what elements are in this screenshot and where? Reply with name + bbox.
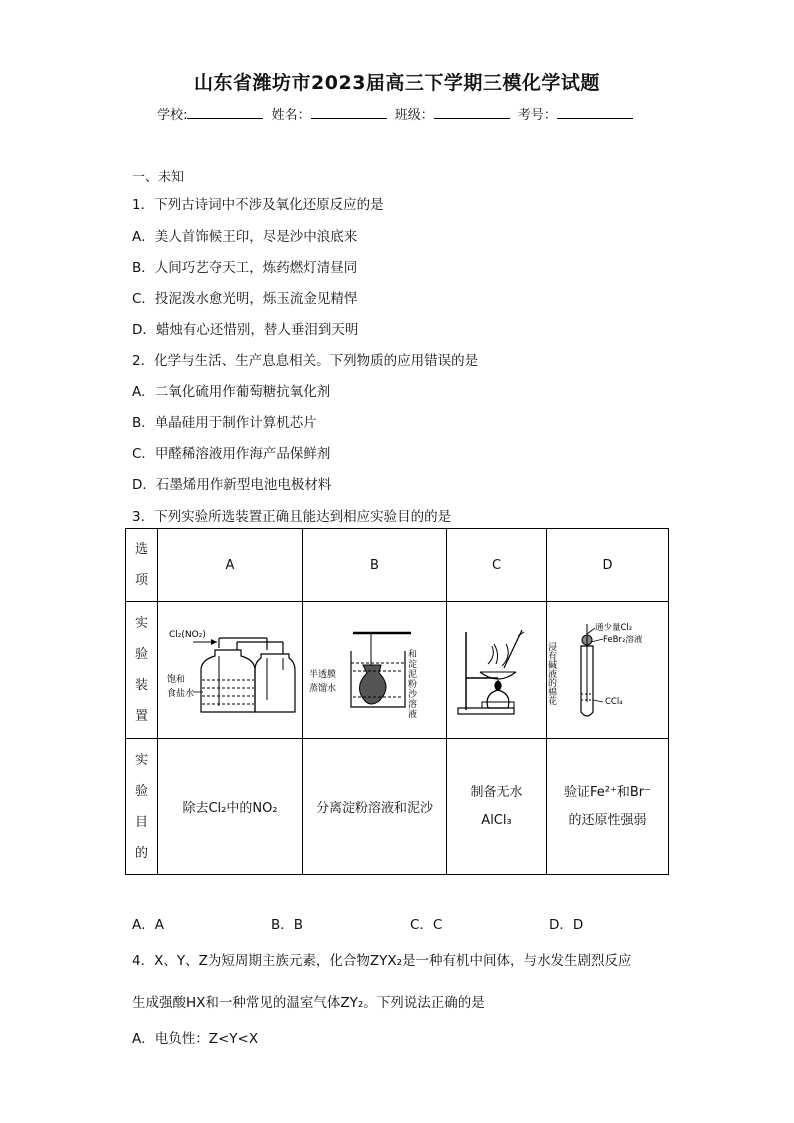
purpose-a: 除去Cl₂中的NO₂ bbox=[158, 739, 303, 875]
purpose-d bbox=[547, 739, 669, 875]
name-blank bbox=[311, 106, 387, 119]
fig-a-gas-label: Cl₂(NO₂) bbox=[168, 630, 206, 640]
q3-answer-c: C．C bbox=[410, 917, 443, 933]
q4-stem-line2: 生成强酸HX和一种常见的温室气体ZY₂。下列说法正确的是 bbox=[132, 995, 485, 1011]
fig-d-ccl4-label: CCl₄ bbox=[604, 697, 623, 707]
q2-option-c: C．甲醛稀溶液用作海产品保鲜剂 bbox=[132, 446, 331, 462]
purpose-c bbox=[447, 739, 547, 875]
purpose-c-line2: AlCl₃ bbox=[481, 812, 512, 828]
row-header-option: 选项 bbox=[126, 529, 158, 602]
class-blank bbox=[434, 106, 510, 119]
student-info bbox=[0, 104, 794, 123]
q1-option-a: A．美人首饰候王印，尽是沙中浪底来 bbox=[132, 229, 358, 245]
test-tube-figure bbox=[545, 620, 667, 720]
device-b-cell bbox=[303, 602, 447, 739]
q3-table bbox=[125, 528, 669, 875]
page-title: 山东省潍坊市2023届高三下学期三模化学试题 bbox=[194, 72, 600, 94]
q1-option-c: C．投泥泼水愈光明，烁玉流金见精悍 bbox=[132, 291, 358, 307]
fig-a-liquid-label-2: 食盐水 bbox=[166, 689, 194, 699]
fig-d-sol-label: FeBr₂溶液 bbox=[602, 635, 642, 645]
q1-option-b: B．人间巧艺夺天工，炼药燃灯清昼同 bbox=[132, 260, 358, 276]
q1-option-d: D．蜡烛有心还惜别，替人垂泪到天明 bbox=[132, 322, 359, 338]
q2-option-a: A．二氧化硫用作葡萄糖抗氧化剂 bbox=[132, 384, 331, 400]
q2-option-b: B．单晶硅用于制作计算机芯片 bbox=[132, 415, 317, 431]
fig-b-membrane-label: 半透膜 bbox=[309, 670, 337, 680]
number-label: 考号： bbox=[517, 108, 557, 123]
table-row bbox=[126, 529, 669, 602]
evaporation-figure bbox=[452, 620, 542, 720]
fig-d-gas-label: 通少量Cl₂ bbox=[594, 623, 632, 633]
device-d-cell bbox=[547, 602, 669, 739]
purpose-c-line1: 制备无水 bbox=[470, 784, 523, 800]
q3-answer-b: B．B bbox=[271, 917, 304, 933]
device-c-cell bbox=[447, 602, 547, 739]
number-blank bbox=[557, 106, 633, 119]
col-header-c: C bbox=[447, 529, 547, 602]
purpose-d-line1: 验证Fe²⁺和Br⁻ bbox=[564, 784, 651, 800]
col-header-b: B bbox=[303, 529, 447, 602]
q1-stem: 1．下列古诗词中不涉及氧化还原反应的是 bbox=[132, 197, 384, 213]
purpose-d-line2: 的还原性强弱 bbox=[568, 812, 647, 828]
row-header-device: 实验装置 bbox=[126, 602, 158, 739]
row-header-purpose: 实验目的 bbox=[126, 739, 158, 875]
q3-stem: 3．下列实验所选装置正确且能达到相应实验目的的是 bbox=[132, 509, 452, 525]
name-label: 姓名： bbox=[271, 108, 311, 123]
q2-stem: 2．化学与生活、生产息息相关。下列物质的应用错误的是 bbox=[132, 353, 479, 369]
gas-washing-bottles-figure bbox=[163, 620, 298, 720]
q3-answer-a: A．A bbox=[132, 917, 164, 933]
q4-stem-line1: 4．X、Y、Z为短周期主族元素，化合物ZYX₂是一种有机中间体，与水发生剧烈反应 bbox=[132, 953, 632, 969]
class-label: 班级： bbox=[394, 108, 434, 123]
q3-answer-d: D．D bbox=[549, 917, 584, 933]
table-row bbox=[126, 739, 669, 875]
q2-option-d: D．石墨烯用作新型电池电极材料 bbox=[132, 477, 332, 493]
school-blank bbox=[187, 106, 263, 119]
fig-d-cotton-label: 浸有碱液的棉花 bbox=[545, 642, 556, 705]
col-header-a: A bbox=[158, 529, 303, 602]
fig-b-water-label: 蒸馏水 bbox=[309, 684, 337, 694]
school-label: 学校: bbox=[157, 108, 188, 123]
dialysis-figure bbox=[307, 625, 442, 719]
section-heading: 一、未知 bbox=[132, 170, 185, 185]
fig-b-right-label: 和淀泥粉沙溶液 bbox=[406, 649, 416, 719]
q4-option-a: A．电负性：Z<Y<X bbox=[132, 1031, 259, 1047]
purpose-b: 分离淀粉溶液和泥沙 bbox=[303, 739, 447, 875]
table-row bbox=[126, 602, 669, 739]
device-a-cell bbox=[158, 602, 303, 739]
fig-a-liquid-label-1: 饱和 bbox=[166, 675, 185, 685]
col-header-d: D bbox=[547, 529, 669, 602]
